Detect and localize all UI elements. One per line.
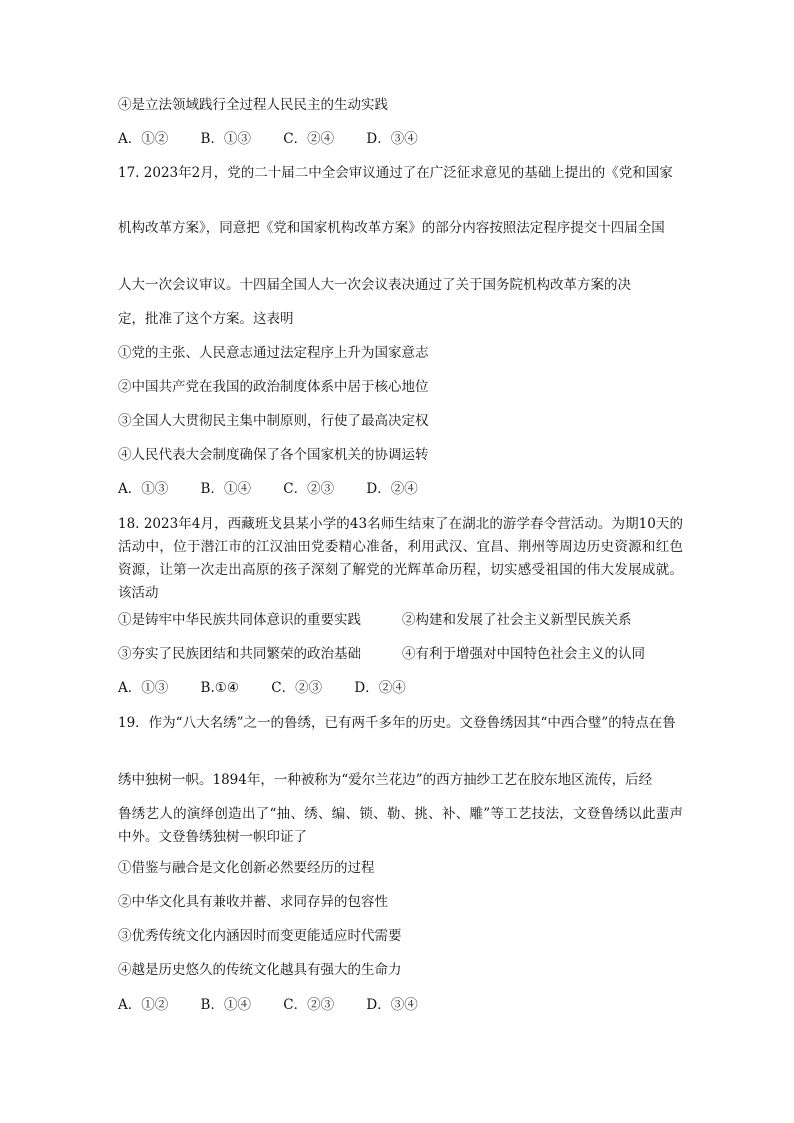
q19-option-c: C．②③ — [283, 997, 335, 1013]
q18-item-2: ②构建和发展了社会主义新型民族关系 — [402, 612, 632, 628]
q17-item-4: ④人民代表大会制度确保了各个国家机关的协调运转 — [118, 447, 429, 463]
q19-option-a: A．①② — [118, 997, 169, 1013]
q17-stem-line-2: 机构改革方案》，同意把《党和国家机构改革方案》的部分内容按照法定程序提交十四届全国 — [118, 220, 665, 236]
q18-option-d: D．②④ — [354, 680, 406, 696]
q17-stem-line-1: 17. 2023年2月，党的二十届二中全会审议通过了在广泛征求意见的基础上提出的《党和国家 — [118, 165, 673, 181]
q17-option-a: A．①③ — [118, 481, 169, 497]
q19-option-d: D．③④ — [366, 997, 418, 1013]
q17-item-3: ③全国人大贯彻民主集中制原则，行使了最高决定权 — [118, 413, 429, 429]
q18-option-c: C．②③ — [271, 680, 323, 696]
q18-item-1: ①是铸牢中华民族共同体意识的重要实践 — [118, 612, 361, 628]
q17-stem-line-4: 定，批准了这个方案。这表明 — [118, 311, 294, 327]
q17-item-2: ②中国共产党在我国的政治制度体系中居于核心地位 — [118, 379, 429, 395]
q19-options — [118, 995, 418, 1015]
q18-item-3: ③夯实了民族团结和共同繁荣的政治基础 — [118, 646, 361, 662]
q18-items-row-2 — [118, 644, 645, 664]
q19-stem-line-2: 绣中独树一帜。1894年，一种被称为“爱尔兰花边”的西方抽纱工艺在胶东地区流传，后经 — [118, 772, 653, 788]
q16-item-4: ④是立法领域践行全过程人民民主的生动实践 — [118, 97, 388, 113]
q17-item-1: ①党的主张、人民意志通过法定程序上升为国家意志 — [118, 345, 429, 361]
q19-option-b: B．①④ — [200, 997, 251, 1013]
q16-option-a: A．①② — [118, 131, 169, 147]
q17-stem-line-3: 人大一次会议审议。十四届全国人大一次会议表决通过了关于国务院机构改革方案的决 — [118, 277, 631, 293]
q16-option-c: C．②④ — [283, 131, 335, 147]
q18-item-4: ④有利于增强对中国特色社会主义的认同 — [402, 646, 645, 662]
q18-items-row-1 — [118, 610, 632, 630]
q19-stem-para: 鲁绣艺人的演绎创造出了“抽、绣、编、锁、勒、挑、补、雕”等工艺技法，文登鲁绣以此蜚声中外。文登鲁绣独树一帜印证了 — [118, 806, 683, 845]
q17-option-c: C．②③ — [283, 481, 335, 497]
q19-item-2: ②中华文化具有兼收并蓄、求同存异的包容性 — [118, 894, 388, 910]
q19-item-4: ④越是历史悠久的传统文化越具有强大的生命力 — [118, 962, 402, 978]
q16-option-d: D．③④ — [366, 131, 418, 147]
q17-option-d: D．②④ — [366, 481, 418, 497]
q19-stem-line-1: 19．作为“八大名绣”之一的鲁绣，已有两千多年的历史。文登鲁绣因其“中西合璧”的特点在鲁 — [118, 715, 676, 731]
q17-option-b: B．①④ — [200, 481, 251, 497]
q18-option-a: A．①③ — [118, 680, 169, 696]
q18-option-b: B.①④ — [200, 680, 239, 696]
q17-options — [118, 479, 418, 499]
q19-item-3: ③优秀传统文化内涵因时而变更能适应时代需要 — [118, 928, 402, 944]
q16-option-b: B．①③ — [200, 131, 251, 147]
q18-stem: 18. 2023年4月，西藏班戈县某小学的43名师生结束了在湖北的游学春令营活动。为期10天的活动中，位于潜江市的江汉油田党委精心准备，利用武汉、宜昌、荆州等周边历史资源和红色资源，让第一次走出高原的孩子深刻了解党的光辉革命历程，切实感受祖国的伟大发展成就。该活动 — [118, 516, 683, 601]
q16-options — [118, 129, 418, 149]
q19-item-1: ①借鉴与融合是文化创新必然要经历的过程 — [118, 860, 375, 876]
q18-options — [118, 678, 406, 698]
